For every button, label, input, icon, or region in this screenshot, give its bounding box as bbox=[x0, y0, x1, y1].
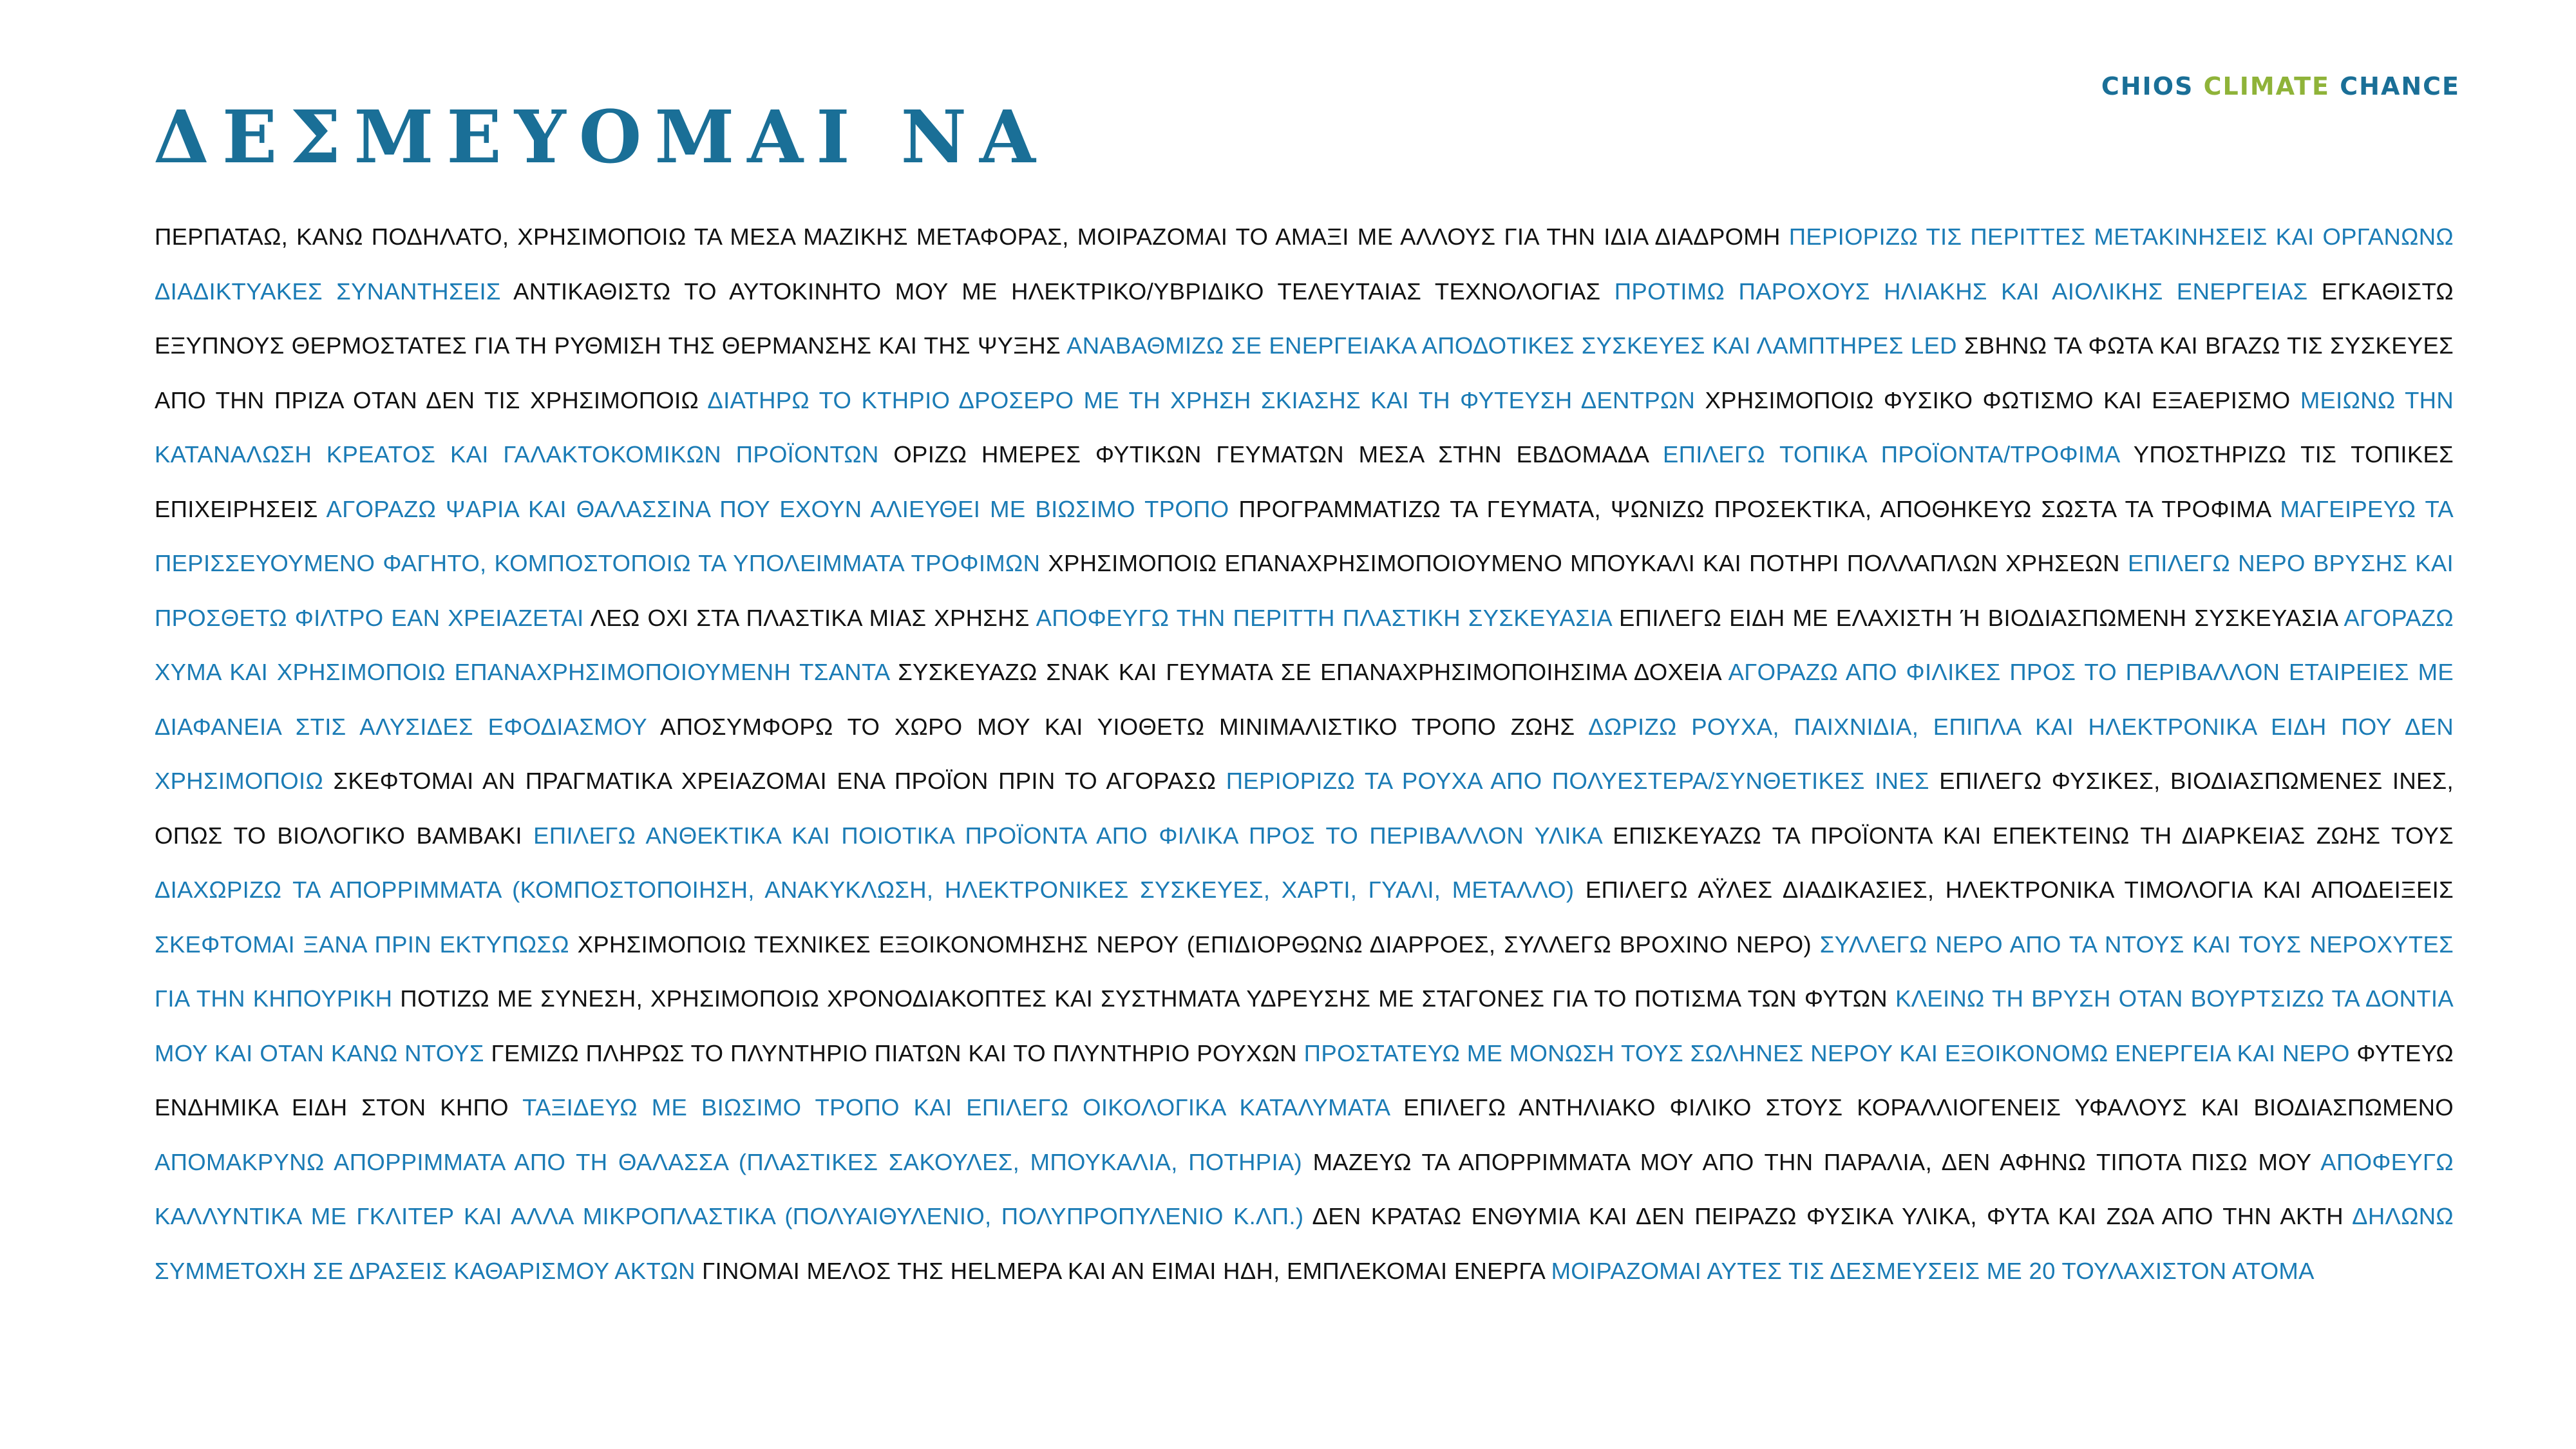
pledge-text: ΣΒΗΝΩ ΤΑ ΦΩΤΑ ΚΑΙ ΒΓΑΖΩ ΤΙΣ ΣΥΣΚΕΥΕΣ ΑΠΟ ΤΗΝ ΠΡΙΖΑ ΟΤΑΝ ΔΕΝ ΤΙΣ ΧΡΗΣΙΜΟΠΟΙΩ bbox=[155, 332, 2454, 413]
pledge-highlight: ΔΙΑΤΗΡΩ ΤΟ ΚΤΗΡΙΟ ΔΡΟΣΕΡΟ ΜΕ ΤΗ ΧΡΗΣΗ ΣΚΙΑΣΗΣ ΚΑΙ ΤΗ ΦΥΤΕΥΣΗ ΔΕΝΤΡΩΝ bbox=[707, 386, 1696, 413]
pledge-highlight: ΔΩΡΙΖΩ ΡΟΥΧΑ, ΠΑΙΧΝΙΔΙΑ, ΕΠΙΠΛΑ ΚΑΙ ΗΛΕΚΤΡΟΝΙΚΑ ΕΙΔΗ ΠΟΥ ΔΕΝ ΧΡΗΣΙΜΟΠΟΙΩ bbox=[155, 713, 2454, 794]
pledge-highlight: ΔΙΑΧΩΡΙΖΩ ΤΑ ΑΠΟΡΡΙΜΜΑΤΑ (ΚΟΜΠΟΣΤΟΠΟΙΗΣΗ, ΑΝΑΚΥΚΛΩΣΗ, ΗΛΕΚΤΡΟΝΙΚΕΣ ΣΥΣΚΕΥΕΣ, ΧΑΡΤΙ, ΓΥΑΛΙ, ΜΕΤΑΛΛΟ) bbox=[155, 876, 1575, 903]
pledge-highlight: ΠΡΟΤΙΜΩ ΠΑΡΟΧΟΥΣ ΗΛΙΑΚΗΣ ΚΑΙ ΑΙΟΛΙΚΗΣ ΕΝΕΡΓΕΙΑΣ bbox=[1614, 278, 2308, 305]
pledge-text: ΣΥΣΚΕΥΑΖΩ ΣΝΑΚ ΚΑΙ ΓΕΥΜΑΤΑ ΣΕ ΕΠΑΝΑΧΡΗΣΙΜΟΠΟΙΗΣΙΜΑ ΔΟΧΕΙΑ bbox=[898, 659, 1721, 685]
pledge-highlight: ΠΕΡΙΟΡΙΖΩ ΤΙΣ ΠΕΡΙΤΤΕΣ ΜΕΤΑΚΙΝΗΣΕΙΣ ΚΑΙ ΟΡΓΑΝΩΝΩ ΔΙΑΔΙΚΤΥΑΚΕΣ ΣΥΝΑΝΤΗΣΕΙΣ bbox=[155, 223, 2454, 305]
page-title: ΔΕΣΜΕΥΟΜΑΙ ΝΑ bbox=[153, 95, 1048, 180]
pledge-highlight: ΑΝΑΒΑΘΜΙΖΩ ΣΕ ΕΝΕΡΓΕΙΑΚΑ ΑΠΟΔΟΤΙΚΕΣ ΣΥΣΚΕΥΕΣ ΚΑΙ ΛΑΜΠΤΗΡΕΣ LED bbox=[1066, 332, 1957, 359]
pledge-text: ΑΠΟΣΥΜΦΟΡΩ ΤΟ ΧΩΡΟ ΜΟΥ ΚΑΙ ΥΙΟΘΕΤΩ ΜΙΝΙΜΑΛΙΣΤΙΚΟ ΤΡΟΠΟ ΖΩΗΣ bbox=[660, 713, 1575, 740]
pledge-text: ΕΠΙΛΕΓΩ ΦΥΣΙΚΕΣ, ΒΙΟΔΙΑΣΠΩΜΕΝΕΣ ΙΝΕΣ, ΟΠΩΣ ΤΟ ΒΙΟΛΟΓΙΚΟ ΒΑΜΒΑΚΙ bbox=[155, 768, 2454, 849]
pledge-text: ΥΠΟΣΤΗΡΙΖΩ ΤΙΣ ΤΟΠΙΚΕΣ ΕΠΙΧΕΙΡΗΣΕΙΣ bbox=[155, 441, 2454, 522]
pledge-highlight: ΜΕΙΩΝΩ ΤΗΝ ΚΑΤΑΝΑΛΩΣΗ ΚΡΕΑΤΟΣ ΚΑΙ ΓΑΛΑΚΤΟΚΟΜΙΚΩΝ ΠΡΟΪΟΝΤΩΝ bbox=[155, 386, 2454, 468]
pledge-highlight: ΠΕΡΙΟΡΙΖΩ ΤΑ ΡΟΥΧΑ ΑΠΟ ΠΟΛΥΕΣΤΕΡΑ/ΣΥΝΘΕΤΙΚΕΣ ΙΝΕΣ bbox=[1226, 768, 1929, 794]
pledge-highlight: ΜΑΓΕΙΡΕΥΩ ΤΑ ΠΕΡΙΣΣΕΥΟΥΜΕΝΟ ΦΑΓΗΤΟ, ΚΟΜΠΟΣΤΟΠΟΙΩ ΤΑ ΥΠΟΛΕΙΜΜΑΤΑ ΤΡΟΦΙΜΩΝ bbox=[155, 495, 2454, 576]
pledge-text: ΠΕΡΠΑΤΑΩ, ΚΑΝΩ ΠΟΔΗΛΑΤΟ, ΧΡΗΣΙΜΟΠΟΙΩ ΤΑ ΜΕΣΑ ΜΑΖΙΚΗΣ ΜΕΤΑΦΟΡΑΣ, ΜΟΙΡΑΖΟΜΑΙ ΤΟ ΑΜΑΞΙ ΜΕ ΑΛΛΟΥΣ ΓΙΑ ΤΗΝ ΙΔΙΑ ΔΙΑΔΡΟΜΗ bbox=[155, 223, 1781, 250]
pledge-text: ΣΚΕΦΤΟΜΑΙ ΑΝ ΠΡΑΓΜΑΤΙΚΑ ΧΡΕΙΑΖΟΜΑΙ ΕΝΑ ΠΡΟΪΟΝ ΠΡΙΝ ΤΟ ΑΓΟΡΑΣΩ bbox=[333, 768, 1217, 794]
pledge-text: ΧΡΗΣΙΜΟΠΟΙΩ ΦΥΣΙΚΟ ΦΩΤΙΣΜΟ ΚΑΙ ΕΞΑΕΡΙΣΜΟ bbox=[1705, 386, 2291, 413]
pledge-text: ΑΝΤΙΚΑΘΙΣΤΩ ΤΟ ΑΥΤΟΚΙΝΗΤΟ ΜΟΥ ΜΕ ΗΛΕΚΤΡΙΚΟ/ΥΒΡΙΔΙΚΟ ΤΕΛΕΥΤΑΙΑΣ ΤΕΧΝΟΛΟΓΙΑΣ bbox=[513, 278, 1601, 305]
pledge-text: ΕΠΙΣΚΕΥΑΖΩ ΤΑ ΠΡΟΪΟΝΤΑ ΚΑΙ ΕΠΕΚΤΕΙΝΩ ΤΗ ΔΙΑΡΚΕΙΑΣ ΖΩΗΣ ΤΟΥΣ bbox=[1613, 822, 2454, 849]
pledge-highlight: ΤΑΞΙΔΕΥΩ ΜΕ ΒΙΩΣΙΜΟ ΤΡΟΠΟ ΚΑΙ ΕΠΙΛΕΓΩ ΟΙΚΟΛΟΓΙΚΑ ΚΑΤΑΛΥΜΑΤΑ bbox=[522, 1094, 1390, 1121]
brand-word-climate: CLIMATE bbox=[2203, 72, 2331, 100]
pledge-highlight: ΣΥΛΛΕΓΩ ΝΕΡΟ ΑΠΟ ΤΑ ΝΤΟΥΣ ΚΑΙ ΤΟΥΣ ΝΕΡΟΧΥΤΕΣ ΓΙΑ ΤΗΝ ΚΗΠΟΥΡΙΚΗ bbox=[155, 931, 2454, 1012]
pledge-list bbox=[155, 210, 2454, 1298]
pledge-text: ΓΕΜΙΖΩ ΠΛΗΡΩΣ ΤΟ ΠΛΥΝΤΗΡΙΟ ΠΙΑΤΩΝ ΚΑΙ ΤΟ ΠΛΥΝΤΗΡΙΟ ΡΟΥΧΩΝ bbox=[491, 1039, 1297, 1066]
pledge-highlight: ΕΠΙΛΕΓΩ ΝΕΡΟ ΒΡΥΣΗΣ ΚΑΙ ΠΡΟΣΘΕΤΩ ΦΙΛΤΡΟ ΕΑΝ ΧΡΕΙΑΖΕΤΑΙ bbox=[155, 550, 2454, 631]
pledge-text: ΓΙΝΟΜΑΙ ΜΕΛΟΣ ΤΗΣ HELMEPA ΚΑΙ ΑΝ ΕΙΜΑΙ ΗΔΗ, ΕΜΠΛΕΚΟΜΑΙ ΕΝΕΡΓΑ bbox=[702, 1257, 1545, 1284]
pledge-highlight: ΑΠΟΦΕΥΓΩ ΚΑΛΛΥΝΤΙΚΑ ΜΕ ΓΚΛΙΤΕΡ ΚΑΙ ΑΛΛΑ ΜΙΚΡΟΠΛΑΣΤΙΚΑ (ΠΟΛΥΑΙΘΥΛΕΝΙΟ, ΠΟΛΥΠΡΟΠΥΛΕΝΙΟ Κ.ΛΠ.) bbox=[155, 1148, 2454, 1229]
pledge-text: ΛΕΩ ΟΧΙ ΣΤΑ ΠΛΑΣΤΙΚΑ ΜΙΑΣ ΧΡΗΣΗΣ bbox=[590, 604, 1030, 631]
pledge-text: ΟΡΙΖΩ ΗΜΕΡΕΣ ΦΥΤΙΚΩΝ ΓΕΥΜΑΤΩΝ ΜΕΣΑ ΣΤΗΝ ΕΒΔΟΜΑΔΑ bbox=[893, 441, 1649, 468]
pledge-highlight: ΚΛΕΙΝΩ ΤΗ ΒΡΥΣΗ ΟΤΑΝ ΒΟΥΡΤΣΙΖΩ ΤΑ ΔΟΝΤΙΑ ΜΟΥ ΚΑΙ ΟΤΑΝ ΚΑΝΩ ΝΤΟΥΣ bbox=[155, 985, 2454, 1066]
pledge-text: ΧΡΗΣΙΜΟΠΟΙΩ ΤΕΧΝΙΚΕΣ ΕΞΟΙΚΟΝΟΜΗΣΗΣ ΝΕΡΟΥ (ΕΠΙΔΙΟΡΘΩΝΩ ΔΙΑΡΡΟΕΣ, ΣΥΛΛΕΓΩ ΒΡΟΧΙΝΟ ΝΕΡΟ) bbox=[577, 931, 1812, 958]
pledge-text: ΕΠΙΛΕΓΩ ΑΫΛΕΣ ΔΙΑΔΙΚΑΣΙΕΣ, ΗΛΕΚΤΡΟΝΙΚΑ ΤΙΜΟΛΟΓΙΑ ΚΑΙ ΑΠΟΔΕΙΞΕΙΣ bbox=[1585, 876, 2454, 903]
brand-word-chance: CHANCE bbox=[2340, 72, 2460, 100]
pledge-highlight: ΑΓΟΡΑΖΩ ΨΑΡΙΑ ΚΑΙ ΘΑΛΑΣΣΙΝΑ ΠΟΥ ΕΧΟΥΝ ΑΛΙΕΥΘΕΙ ΜΕ ΒΙΩΣΙΜΟ ΤΡΟΠΟ bbox=[326, 495, 1229, 522]
pledge-highlight: ΣΚΕΦΤΟΜΑΙ ΞΑΝΑ ΠΡΙΝ ΕΚΤΥΠΩΣΩ bbox=[155, 931, 569, 958]
pledge-highlight: ΑΠΟΜΑΚΡΥΝΩ ΑΠΟΡΡΙΜΜΑΤΑ ΑΠΟ ΤΗ ΘΑΛΑΣΣΑ (ΠΛΑΣΤΙΚΕΣ ΣΑΚΟΥΛΕΣ, ΜΠΟΥΚΑΛΙΑ, ΠΟΤΗΡΙΑ) bbox=[155, 1148, 1302, 1175]
pledge-highlight: ΑΓΟΡΑΖΩ ΧΥΜΑ ΚΑΙ ΧΡΗΣΙΜΟΠΟΙΩ ΕΠΑΝΑΧΡΗΣΙΜΟΠΟΙΟΥΜΕΝΗ ΤΣΑΝΤΑ bbox=[155, 604, 2454, 685]
pledge-text: ΦΥΤΕΥΩ ΕΝΔΗΜΙΚΑ ΕΙΔΗ ΣΤΟΝ ΚΗΠΟ bbox=[155, 1039, 2454, 1121]
pledge-text: ΔΕΝ ΚΡΑΤΑΩ ΕΝΘΥΜΙΑ ΚΑΙ ΔΕΝ ΠΕΙΡΑΖΩ ΦΥΣΙΚΑ ΥΛΙΚΑ, ΦΥΤΑ ΚΑΙ ΖΩΑ ΑΠΟ ΤΗΝ ΑΚΤΗ bbox=[1312, 1203, 2344, 1229]
pledge-highlight: ΜΟΙΡΑΖΟΜΑΙ ΑΥΤΕΣ ΤΙΣ ΔΕΣΜΕΥΣΕΙΣ ΜΕ 20 ΤΟΥΛΑΧΙΣΤΟΝ ΑΤΟΜΑ bbox=[1551, 1257, 2315, 1284]
pledge-text: ΜΑΖΕΥΩ ΤΑ ΑΠΟΡΡΙΜΜΑΤΑ ΜΟΥ ΑΠΟ ΤΗΝ ΠΑΡΑΛΙΑ, ΔΕΝ ΑΦΗΝΩ ΤΙΠΟΤΑ ΠΙΣΩ ΜΟΥ bbox=[1312, 1148, 2311, 1175]
pledge-text: ΠΟΤΙΖΩ ΜΕ ΣΥΝΕΣΗ, ΧΡΗΣΙΜΟΠΟΙΩ ΧΡΟΝΟΔΙΑΚΟΠΤΕΣ ΚΑΙ ΣΥΣΤΗΜΑΤΑ ΥΔΡΕΥΣΗΣ ΜΕ ΣΤΑΓΟΝΕΣ ΓΙΑ ΤΟ ΠΟΤΙΣΜΑ ΤΩΝ ΦΥΤΩΝ bbox=[400, 985, 1888, 1012]
pledge-highlight: ΔΗΛΩΝΩ ΣΥΜΜΕΤΟΧΗ ΣΕ ΔΡΑΣΕΙΣ ΚΑΘΑΡΙΣΜΟΥ ΑΚΤΩΝ bbox=[155, 1203, 2454, 1284]
pledge-text: ΕΠΙΛΕΓΩ ΕΙΔΗ ΜΕ ΕΛΑΧΙΣΤΗ Ή ΒΙΟΔΙΑΣΠΩΜΕΝΗ ΣΥΣΚΕΥΑΣΙΑ bbox=[1619, 604, 2338, 631]
pledge-highlight: ΑΓΟΡΑΖΩ ΑΠΟ ΦΙΛΙΚΕΣ ΠΡΟΣ ΤΟ ΠΕΡΙΒΑΛΛΟΝ ΕΤΑΙΡΕΙΕΣ ΜΕ ΔΙΑΦΑΝΕΙΑ ΣΤΙΣ ΑΛΥΣΙΔΕΣ ΕΦΟΔΙΑΣΜΟΥ bbox=[155, 659, 2454, 740]
pledge-highlight: ΑΠΟΦΕΥΓΩ ΤΗΝ ΠΕΡΙΤΤΗ ΠΛΑΣΤΙΚΗ ΣΥΣΚΕΥΑΣΙΑ bbox=[1036, 604, 1612, 631]
pledge-text: ΕΠΙΛΕΓΩ ΑΝΤΗΛΙΑΚΟ ΦΙΛΙΚΟ ΣΤΟΥΣ ΚΟΡΑΛΛΙΟΓΕΝΕΙΣ ΥΦΑΛΟΥΣ ΚΑΙ ΒΙΟΔΙΑΣΠΩΜΕΝΟ bbox=[1403, 1094, 2454, 1121]
pledge-text: ΠΡΟΓΡΑΜΜΑΤΙΖΩ ΤΑ ΓΕΥΜΑΤΑ, ΨΩΝΙΖΩ ΠΡΟΣΕΚΤΙΚΑ, ΑΠΟΘΗΚΕΥΩ ΣΩΣΤΑ ΤΑ ΤΡΟΦΙΜΑ bbox=[1238, 495, 2271, 522]
brand-word-chios: CHIOS bbox=[2101, 72, 2194, 100]
pledge-text: ΕΓΚΑΘΙΣΤΩ ΕΞΥΠΝΟΥΣ ΘΕΡΜΟΣΤΑΤΕΣ ΓΙΑ ΤΗ ΡΥΘΜΙΣΗ ΤΗΣ ΘΕΡΜΑΝΣΗΣ ΚΑΙ ΤΗΣ ΨΥΞΗΣ bbox=[155, 278, 2454, 359]
pledge-text: ΧΡΗΣΙΜΟΠΟΙΩ ΕΠΑΝΑΧΡΗΣΙΜΟΠΟΙΟΥΜΕΝΟ ΜΠΟΥΚΑΛΙ ΚΑΙ ΠΟΤΗΡΙ ΠΟΛΛΑΠΛΩΝ ΧΡΗΣΕΩΝ bbox=[1048, 550, 2120, 576]
brand-logo bbox=[2101, 72, 2460, 100]
pledge-highlight: ΠΡΟΣΤΑΤΕΥΩ ΜΕ ΜΟΝΩΣΗ ΤΟΥΣ ΣΩΛΗΝΕΣ ΝΕΡΟΥ ΚΑΙ ΕΞΟΙΚΟΝΟΜΩ ΕΝΕΡΓΕΙΑ ΚΑΙ ΝΕΡΟ bbox=[1303, 1039, 2350, 1066]
pledge-highlight: ΕΠΙΛΕΓΩ ΑΝΘΕΚΤΙΚΑ ΚΑΙ ΠΟΙΟΤΙΚΑ ΠΡΟΪΟΝΤΑ ΑΠΟ ΦΙΛΙΚΑ ΠΡΟΣ ΤΟ ΠΕΡΙΒΑΛΛΟΝ ΥΛΙΚΑ bbox=[533, 822, 1602, 849]
pledge-highlight: ΕΠΙΛΕΓΩ ΤΟΠΙΚΑ ΠΡΟΪΟΝΤΑ/ΤΡΟΦΙΜΑ bbox=[1662, 441, 2119, 468]
